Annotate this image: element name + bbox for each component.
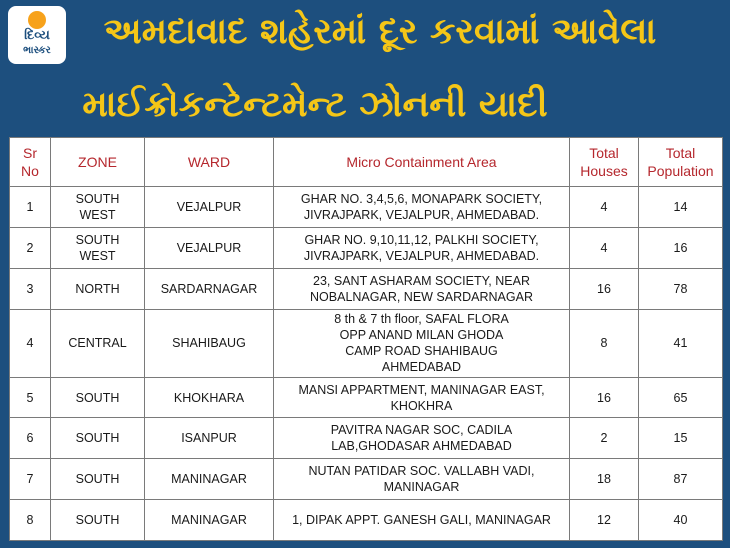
cell-sr: 4 (10, 309, 51, 377)
cell-area: GHAR NO. 9,10,11,12, PALKHI SOCIETY, JIVRAJPARK, VEJALPUR, AHMEDABAD. (274, 227, 570, 268)
cell-ward: ISANPUR (145, 418, 274, 459)
cell-ward: KHOKHARA (145, 377, 274, 418)
table-row (10, 377, 723, 418)
cell-houses: 8 (570, 309, 639, 377)
cell-zone: SOUTH (51, 500, 145, 541)
cell-population: 78 (639, 268, 723, 309)
cell-ward: VEJALPUR (145, 227, 274, 268)
cell-houses: 4 (570, 227, 639, 268)
cell-sr: 3 (10, 268, 51, 309)
header-total-houses: Total Houses (570, 138, 639, 187)
table-row (10, 500, 723, 541)
logo-text-line1: દિવ્ય (24, 28, 50, 43)
cell-zone: SOUTH (51, 377, 145, 418)
cell-area: MANSI APPARTMENT, MANINAGAR EAST, KHOKHRA (274, 377, 570, 418)
cell-population: 14 (639, 187, 723, 228)
cell-zone: SOUTH (51, 418, 145, 459)
cell-zone: SOUTH (51, 459, 145, 500)
cell-sr: 2 (10, 227, 51, 268)
table-row (10, 459, 723, 500)
cell-area: NUTAN PATIDAR SOC. VALLABH VADI, MANINAGAR (274, 459, 570, 500)
cell-population: 16 (639, 227, 723, 268)
table-row (10, 187, 723, 228)
table-row (10, 268, 723, 309)
cell-houses: 2 (570, 418, 639, 459)
cell-ward: MANINAGAR (145, 459, 274, 500)
cell-sr: 7 (10, 459, 51, 500)
table-header-row (10, 138, 723, 187)
page-title-line1: અમદાવાદ શહેરમાં દૂર કરવામાં આવેલા (103, 11, 657, 52)
cell-houses: 18 (570, 459, 639, 500)
cell-zone: NORTH (51, 268, 145, 309)
cell-houses: 12 (570, 500, 639, 541)
cell-area: GHAR NO. 3,4,5,6, MONAPARK SOCIETY, JIVRAJPARK, VEJALPUR, AHMEDABAD. (274, 187, 570, 228)
cell-population: 40 (639, 500, 723, 541)
header-total-population: Total Population (639, 138, 723, 187)
cell-area: 23, SANT ASHARAM SOCIETY, NEAR NOBALNAGAR, NEW SARDARNAGAR (274, 268, 570, 309)
cell-sr: 8 (10, 500, 51, 541)
containment-zone-table (9, 137, 722, 541)
header-ward: WARD (145, 138, 274, 187)
page-title-line2: માઈક્રોકન્ટેન્ટમેન્ટ ઝોનની યાદી (82, 84, 548, 125)
table-row (10, 309, 723, 377)
header-sr-no: Sr No (10, 138, 51, 187)
cell-sr: 1 (10, 187, 51, 228)
table-row (10, 227, 723, 268)
cell-houses: 16 (570, 377, 639, 418)
cell-ward: MANINAGAR (145, 500, 274, 541)
cell-population: 65 (639, 377, 723, 418)
cell-population: 87 (639, 459, 723, 500)
cell-ward: SHAHIBAUG (145, 309, 274, 377)
header-area: Micro Containment Area (274, 138, 570, 187)
cell-houses: 4 (570, 187, 639, 228)
cell-population: 41 (639, 309, 723, 377)
cell-area: 1, DIPAK APPT. GANESH GALI, MANINAGAR (274, 500, 570, 541)
logo-text-line2: ભાસ્કર (23, 45, 51, 56)
cell-zone: SOUTH WEST (51, 187, 145, 228)
cell-zone: SOUTH WEST (51, 227, 145, 268)
cell-houses: 16 (570, 268, 639, 309)
header-zone: ZONE (51, 138, 145, 187)
cell-ward: SARDARNAGAR (145, 268, 274, 309)
cell-population: 15 (639, 418, 723, 459)
cell-zone: CENTRAL (51, 309, 145, 377)
cell-area: 8 th & 7 th floor, SAFAL FLORA OPP ANAND MILAN GHODA CAMP ROAD SHAHIBAUG AHMEDABAD (274, 309, 570, 377)
table-row (10, 418, 723, 459)
cell-sr: 5 (10, 377, 51, 418)
cell-ward: VEJALPUR (145, 187, 274, 228)
cell-sr: 6 (10, 418, 51, 459)
cell-area: PAVITRA NAGAR SOC, CADILA LAB,GHODASAR AHMEDABAD (274, 418, 570, 459)
